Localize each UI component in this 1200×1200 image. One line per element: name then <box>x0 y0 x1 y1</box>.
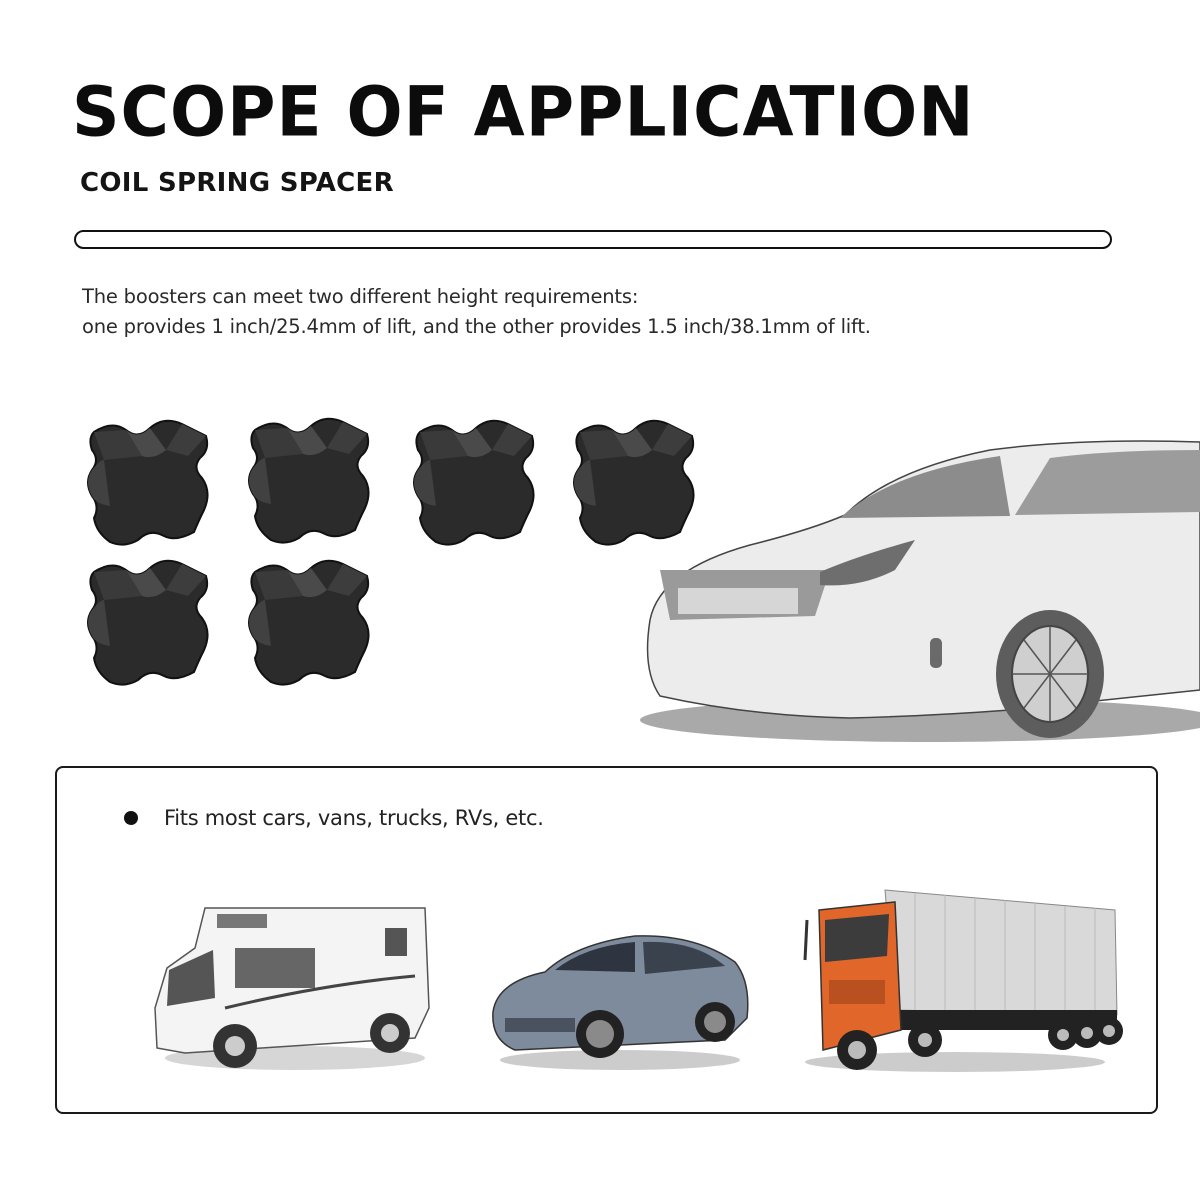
sports-sedan-image <box>485 922 755 1072</box>
spacer-block-1 <box>84 414 214 550</box>
spacer-block-6 <box>245 554 375 690</box>
bullet-icon <box>124 811 138 825</box>
rv-camper-image <box>145 888 435 1078</box>
description <box>82 282 871 342</box>
compatibility-text: Fits most cars, vans, trucks, RVs, etc. <box>164 806 544 830</box>
spacer-product-group <box>80 408 640 698</box>
description-line-2: one provides 1 inch/25.4mm of lift, and the other provides 1.5 inch/38.1mm of lift. <box>82 315 871 338</box>
spacer-block-3 <box>410 414 540 550</box>
page-title: SCOPE OF APPLICATION <box>72 71 975 153</box>
sedan-hero-image <box>630 420 1200 750</box>
decorative-divider <box>74 230 1112 249</box>
product-subtitle: COIL SPRING SPACER <box>80 168 394 198</box>
description-line-1: The boosters can meet two different height requirements: <box>82 285 639 308</box>
compatibility-bullet <box>124 806 544 830</box>
semi-truck-image <box>795 880 1125 1080</box>
spacer-block-5 <box>84 554 214 690</box>
spacer-block-2 <box>245 412 375 548</box>
